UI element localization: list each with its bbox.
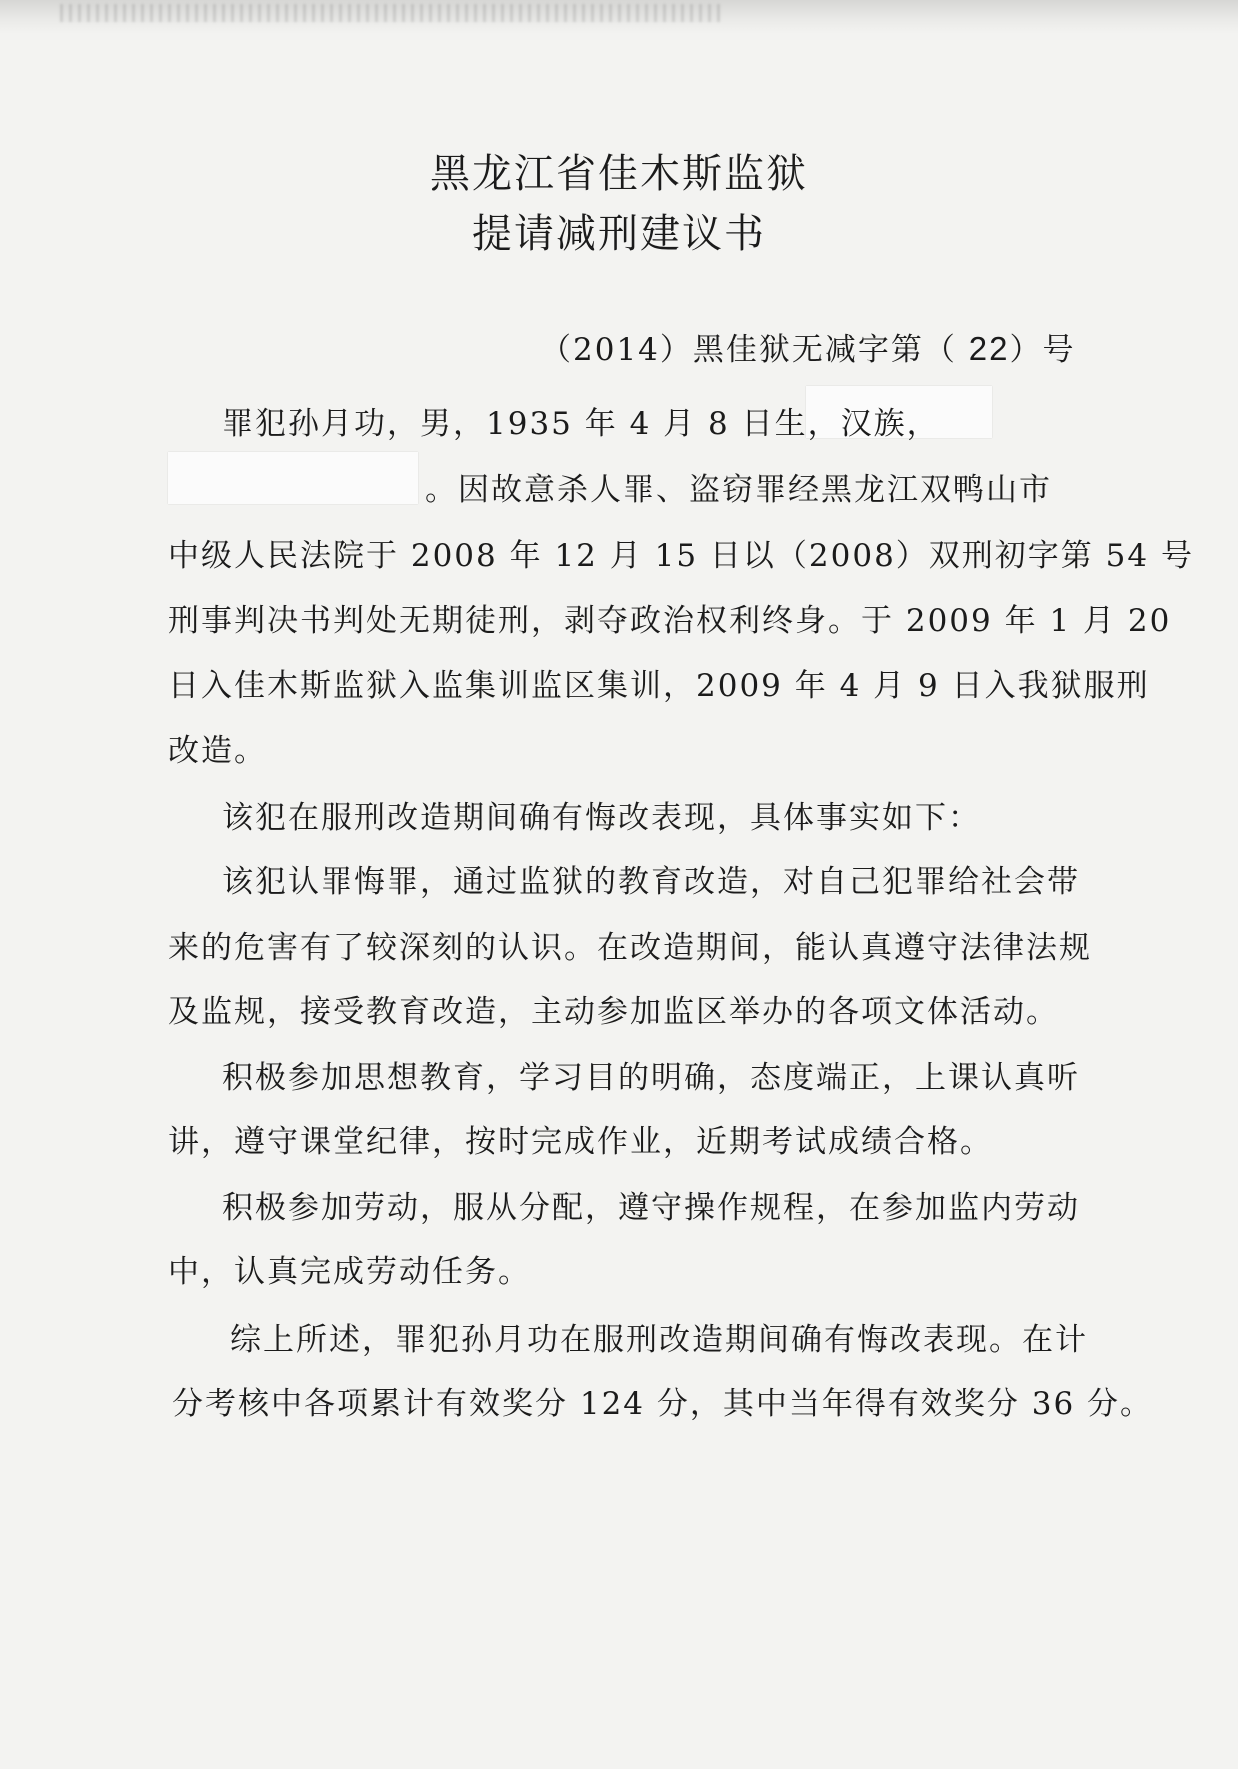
body-line: 刑事判决书判处无期徒刑，剥夺政治权利终身。于 2009 年 1 月 20: [168, 603, 1172, 639]
body-line: 及监规，接受教育改造，主动参加监区举办的各项文体活动。: [168, 994, 1059, 1030]
body-line: 罪犯孙月功，男，1935 年 4 月 8 日生，汉族，: [222, 406, 940, 442]
doc-number-suffix: ）号: [1009, 332, 1076, 368]
document-title-line1: 黑龙江省佳木斯监狱: [430, 151, 808, 197]
body-line: 改造。: [168, 733, 267, 769]
doc-number-prefix: （2014）黑佳狱无减字第（: [540, 332, 969, 368]
body-line: 日入佳木斯监狱入监集训监区集训，2009 年 4 月 9 日入我狱服刑: [168, 668, 1150, 704]
body-line: 中，认真完成劳动任务。: [168, 1254, 531, 1290]
body-line: 讲，遵守课堂纪律，按时完成作业，近期考试成绩合格。: [168, 1124, 993, 1160]
body-line: 分考核中各项累计有效奖分 124 分，其中当年得有效奖分 36 分。: [172, 1386, 1154, 1422]
scan-artifact-top: [0, 0, 1238, 34]
doc-number-value: 22: [968, 330, 1010, 367]
body-line: 来的危害有了较深刻的认识。在改造期间，能认真遵守法律法规: [168, 930, 1092, 966]
body-line: 。因故意杀人罪、盗窃罪经黑龙江双鸭山市: [425, 472, 1052, 508]
body-line: 综上所述，罪犯孙月功在服刑改造期间确有悔改表现。在计: [230, 1322, 1088, 1358]
body-line: 积极参加思想教育，学习目的明确，态度端正，上课认真听: [222, 1060, 1080, 1096]
redaction-box-2: [168, 452, 418, 504]
document-title-line2: 提请减刑建议书: [472, 211, 766, 257]
body-line: 该犯在服刑改造期间确有悔改表现，具体事实如下：: [222, 800, 981, 836]
body-line: 积极参加劳动，服从分配，遵守操作规程，在参加监内劳动: [222, 1190, 1080, 1226]
body-line: 该犯认罪悔罪，通过监狱的教育改造，对自己犯罪给社会带: [222, 864, 1080, 900]
body-line: 中级人民法院于 2008 年 12 月 15 日以（2008）双刑初字第 54 号: [168, 538, 1194, 574]
document-number: [540, 324, 1075, 369]
